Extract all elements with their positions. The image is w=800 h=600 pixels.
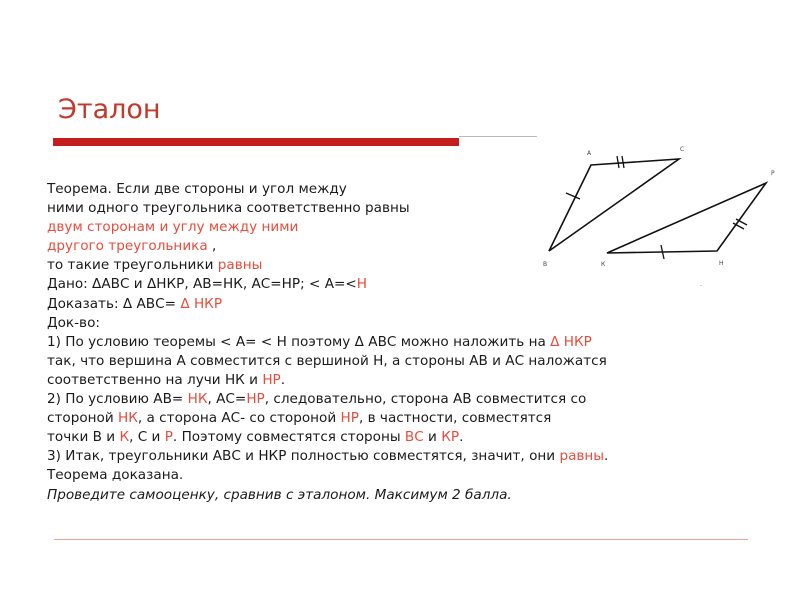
slide-title: Эталон <box>58 94 161 125</box>
text-line-15-c: . <box>604 448 609 465</box>
text-line-6-red: Н <box>356 276 368 293</box>
text-line-9 <box>47 333 747 352</box>
text-line-14-g: и <box>423 429 442 446</box>
vertex-label-b: В <box>543 261 548 268</box>
title-underline-bar <box>53 138 459 146</box>
text-line-9-red: Δ НКР <box>550 333 592 350</box>
text-line-4-red: другого треугольника <box>47 238 208 255</box>
title-underline-thin <box>459 136 537 137</box>
text-line-17: Проведите самооценку, сравнив с эталоном. Максимум 2 балла. <box>47 486 512 503</box>
text-line-16: Теорема доказана. <box>47 467 184 484</box>
text-line-4-rest: , <box>207 238 217 255</box>
text-line-11-start: соответственно на лучи НК и <box>47 371 263 388</box>
text-line-6 <box>47 275 747 294</box>
text-line-3: двум сторонам и углу между ними <box>47 219 299 236</box>
text-line-11-end: . <box>280 371 286 388</box>
text-line-13-e: , в частности, совместятся <box>358 410 552 427</box>
text-line-12 <box>47 390 747 409</box>
text-line-14-a: точки В и <box>47 429 120 446</box>
text-line-14-c: , С и <box>129 429 165 446</box>
text-line-7-start: Доказать: Δ АВС= <box>47 295 181 312</box>
stray-dot: . <box>700 281 702 288</box>
text-line-14-i: . <box>459 429 464 446</box>
text-line-11-red: НР <box>262 371 281 388</box>
text-line-7-red: Δ НКР <box>180 295 223 312</box>
text-line-4 <box>47 237 747 256</box>
text-line-15 <box>47 447 747 466</box>
text-line-12-c: , АС= <box>207 391 247 408</box>
text-line-12-b: НК <box>187 391 208 408</box>
text-line-13-a: стороной <box>47 410 119 427</box>
text-line-13-c: , а сторона АС- со стороной <box>137 410 341 427</box>
text-line-13 <box>47 409 747 428</box>
text-line-13-b: НК <box>118 410 138 427</box>
text-line-5-red: равны <box>217 257 263 274</box>
text-line-1: Теорема. Если две стороны и угол между <box>47 181 347 197</box>
bottom-divider <box>54 539 748 540</box>
text-line-11 <box>47 371 747 390</box>
text-line-14 <box>47 428 747 447</box>
vertex-label-c: С <box>680 146 685 153</box>
text-line-9-start: 1) По условию теоремы < А= < Н поэтому Δ АВС можно наложить на <box>47 333 551 350</box>
text-line-8: Док-во: <box>47 314 100 331</box>
text-line-12-a: 2) По условию АВ= <box>47 391 188 408</box>
text-line-12-d: НР <box>246 391 265 408</box>
slide-body <box>47 180 747 505</box>
text-line-5 <box>47 256 747 275</box>
vertex-label-h: Н <box>719 260 724 267</box>
tick-ac-1 <box>617 156 619 168</box>
text-line-15-a: 3) Итак, треугольники АВС и НКР полностью совместятся, значит, они <box>47 448 560 465</box>
text-line-15-b: равны <box>559 448 605 465</box>
text-line-14-f: ВС <box>404 429 424 446</box>
text-line-6-start: Дано: ΔАВС и ΔНКР, АВ=НК, АС=НР; < А=< <box>47 276 357 293</box>
text-line-5-start: то такие треугольники <box>47 257 218 274</box>
text-line-12-e: , следовательно, сторона АВ совместится со <box>264 391 587 408</box>
text-line-14-e: . Поэтому совместятся стороны <box>172 429 405 446</box>
text-line-14-h: КР <box>441 429 460 446</box>
text-line-14-b: К <box>119 429 130 446</box>
text-line-2: ними одного треугольника соответственно равны <box>47 200 410 217</box>
text-line-7 <box>47 295 747 314</box>
text-line-14-d: Р <box>164 429 173 446</box>
text-line-10: так, что вершина А совместится с вершиной Н, а стороны АВ и АС наложатся <box>47 352 607 369</box>
vertex-label-a: А <box>587 150 592 157</box>
vertex-label-p: Р <box>771 170 775 177</box>
vertex-label-k: К <box>601 261 606 268</box>
text-line-13-d: НР <box>340 410 359 427</box>
